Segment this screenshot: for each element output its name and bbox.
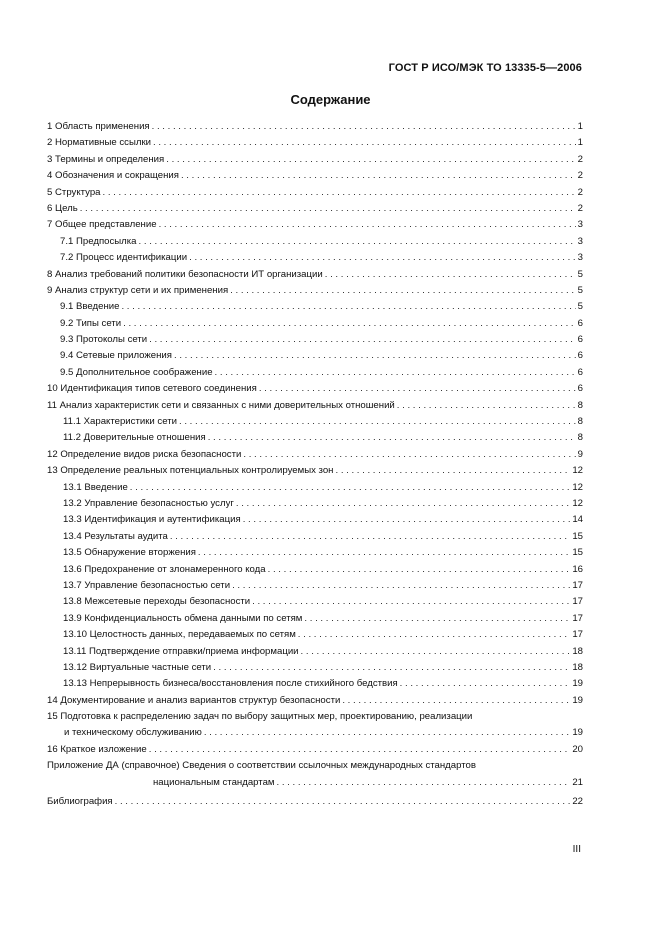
toc-entry-bibliography[interactable] — [47, 794, 583, 810]
toc-entry-page: 15 — [572, 530, 583, 542]
toc-entry[interactable] — [47, 234, 583, 250]
leader-dots — [298, 627, 571, 643]
leader-dots — [268, 562, 571, 578]
toc-entry-page: 12 — [572, 497, 583, 509]
leader-dots — [277, 775, 571, 791]
toc-entry-page: 8 — [577, 399, 583, 411]
toc-entry[interactable] — [47, 627, 583, 643]
leader-dots — [189, 250, 576, 266]
toc-entry-label: 13.4 Результаты аудита — [63, 530, 168, 542]
leader-dots — [213, 660, 570, 676]
toc-entry-page: 16 — [572, 563, 583, 575]
toc-entry-label: 13.13 Непрерывность бизнеса/восстановления после стихийного бедствия — [63, 678, 398, 690]
toc-entry-label: 7.2 Процесс идентификации — [60, 252, 188, 264]
toc-entry-15-line2: и техническому обслуживанию — [64, 727, 202, 739]
leader-dots — [179, 414, 576, 430]
leader-dots — [115, 794, 571, 810]
toc-entry[interactable] — [47, 545, 583, 561]
toc-entry-label: 11 Анализ характеристик сети и связанных с ними доверительных отношений — [47, 399, 395, 411]
toc-entry-page: 6 — [577, 366, 583, 378]
leader-dots — [301, 644, 571, 660]
leader-dots — [335, 463, 570, 479]
toc-entry-16-page: 20 — [572, 743, 583, 755]
toc-entry[interactable] — [47, 480, 583, 496]
toc-entry-label: 12 Определение видов риска безопасности — [47, 448, 242, 460]
toc-entry-page: 15 — [572, 547, 583, 559]
leader-dots — [342, 693, 570, 709]
bibliography-label: Библиография — [47, 796, 113, 808]
toc-entry[interactable] — [47, 250, 583, 266]
toc-entry[interactable] — [47, 496, 583, 512]
toc-entry-page: 2 — [577, 202, 583, 214]
toc-entry-page: 12 — [572, 481, 583, 493]
appendix-line2: национальным стандартам — [153, 776, 275, 788]
toc-entry-label: 3 Термины и определения — [47, 153, 165, 165]
toc-entry-label: 13.1 Введение — [63, 481, 128, 493]
toc-entry[interactable] — [47, 529, 583, 545]
leader-dots — [232, 578, 570, 594]
leader-dots — [174, 348, 576, 364]
toc-entry-label: 13.3 Идентификация и аутентификация — [63, 514, 241, 526]
toc-entry-label: 13.12 Виртуальные частные сети — [63, 661, 212, 673]
toc-entry-label: 8 Анализ требований политики безопасности ИТ организации — [47, 268, 323, 280]
toc-entry-page: 2 — [577, 186, 583, 198]
toc-entry-16[interactable] — [47, 742, 583, 758]
toc-entry[interactable] — [47, 644, 583, 660]
toc-entry-page: 8 — [577, 416, 583, 428]
appendix-line1: Приложение ДА (справочное) Сведения о соответствии ссылочных международных стандартов — [47, 760, 476, 772]
toc-entry-15-line1: 15 Подготовка к распределению задач по выбору защитных мер, проектированию, реализации — [47, 711, 473, 723]
toc-entry-page: 6 — [577, 317, 583, 329]
toc-entry-label: 10 Идентификация типов сетевого соединения — [47, 383, 257, 395]
leader-dots — [181, 168, 576, 184]
appendix-page: 21 — [572, 776, 583, 788]
toc-entry-label: 11.2 Доверительные отношения — [63, 432, 206, 444]
toc-entry[interactable] — [47, 447, 583, 463]
toc-entry-page: 5 — [577, 284, 583, 296]
toc-rows — [47, 119, 583, 709]
page-number: III — [572, 844, 581, 855]
leader-dots — [400, 676, 571, 692]
leader-dots — [259, 381, 576, 397]
leader-dots — [208, 430, 576, 446]
toc-entry[interactable] — [47, 562, 583, 578]
toc-entry-15-page: 19 — [572, 727, 583, 739]
toc-entry-label: 13.7 Управление безопасностью сети — [63, 579, 231, 591]
toc-entry-page: 6 — [577, 383, 583, 395]
toc-entry-appendix[interactable] — [47, 758, 583, 791]
table-of-contents — [47, 119, 583, 810]
toc-entry-label: 11.1 Характеристики сети — [63, 416, 177, 428]
toc-entry-label: 7.1 Предпосылка — [60, 235, 137, 247]
leader-dots — [198, 545, 570, 561]
leader-dots — [215, 365, 576, 381]
leader-dots — [204, 725, 571, 741]
page-title: Содержание — [290, 92, 371, 107]
toc-entry[interactable] — [47, 693, 583, 709]
toc-entry-label: 14 Документирование и анализ вариантов структур безопасности — [47, 694, 341, 706]
toc-entry-label: 6 Цель — [47, 202, 78, 214]
leader-dots — [243, 447, 575, 463]
toc-entry-label: 13.11 Подтверждение отправки/приема информации — [63, 645, 299, 657]
toc-entry-label: 13.6 Предохранение от злонамеренного кода — [63, 563, 266, 575]
toc-entry-page: 2 — [577, 170, 583, 182]
leader-dots — [153, 135, 576, 151]
toc-entry-label: 9.1 Введение — [60, 301, 120, 313]
toc-entry-16-label: 16 Краткое изложение — [47, 743, 147, 755]
toc-entry[interactable] — [47, 512, 583, 528]
leader-dots — [243, 512, 571, 528]
toc-entry-page: 1 — [577, 121, 583, 132]
toc-entry[interactable] — [47, 463, 583, 479]
toc-entry[interactable] — [47, 398, 583, 414]
toc-entry[interactable] — [47, 168, 583, 184]
toc-entry[interactable] — [47, 594, 583, 610]
leader-dots — [236, 496, 570, 512]
toc-entry-page: 18 — [572, 645, 583, 657]
toc-entry-page: 6 — [577, 334, 583, 346]
leader-dots — [304, 611, 570, 627]
toc-entry-label: 9 Анализ структур сети и их применения — [47, 284, 229, 296]
toc-entry[interactable] — [47, 316, 583, 332]
toc-entry-page: 2 — [577, 153, 583, 165]
toc-entry[interactable] — [47, 152, 583, 168]
toc-entry-page: 6 — [577, 350, 583, 362]
leader-dots — [149, 332, 576, 348]
leader-dots — [325, 267, 576, 283]
toc-entry-page: 3 — [577, 252, 583, 264]
toc-entry-label: 9.5 Дополнительное соображение — [60, 366, 213, 378]
leader-dots — [149, 742, 571, 758]
toc-entry-label: 5 Структура — [47, 186, 101, 198]
toc-entry-page: 9 — [577, 448, 583, 460]
toc-entry-label: 13.9 Конфиденциальность обмена данными по сетям — [63, 612, 303, 624]
leader-dots — [139, 234, 576, 250]
bibliography-page: 22 — [572, 796, 583, 808]
leader-dots — [130, 480, 571, 496]
leader-dots — [230, 283, 576, 299]
toc-entry-label: 9.3 Протоколы сети — [60, 334, 148, 346]
toc-entry-page: 17 — [572, 579, 583, 591]
toc-entry-page: 12 — [572, 465, 583, 477]
toc-entry[interactable] — [47, 381, 583, 397]
toc-entry-page: 17 — [572, 612, 583, 624]
toc-entry-page: 1 — [577, 137, 583, 149]
toc-entry-label: 13.2 Управление безопасностью услуг — [63, 497, 234, 509]
toc-entry[interactable] — [47, 299, 583, 315]
toc-entry-page: 17 — [572, 596, 583, 608]
toc-entry[interactable] — [47, 414, 583, 430]
document-header: ГОСТ Р ИСО/МЭК ТО 13335-5—2006 — [388, 62, 582, 74]
toc-entry-label: 1 Область применения — [47, 121, 150, 132]
toc-entry[interactable] — [47, 135, 583, 151]
leader-dots — [121, 299, 575, 315]
toc-entry[interactable] — [47, 611, 583, 627]
toc-entry-page: 19 — [572, 678, 583, 690]
toc-entry-label: 13.10 Целостность данных, передаваемых по сетям — [63, 629, 296, 641]
leader-dots — [166, 152, 575, 168]
toc-entry-page: 5 — [577, 301, 583, 313]
toc-entry[interactable] — [47, 365, 583, 381]
toc-entry[interactable] — [47, 119, 583, 135]
toc-entry-15[interactable] — [47, 709, 583, 742]
toc-entry-page: 14 — [572, 514, 583, 526]
toc-entry-label: 7 Общее представление — [47, 219, 157, 231]
toc-entry[interactable] — [47, 578, 583, 594]
toc-entry[interactable] — [47, 660, 583, 676]
toc-entry-label: 13 Определение реальных потенциальных контролируемых зон — [47, 465, 334, 477]
toc-entry-label: 13.8 Межсетевые переходы безопасности — [63, 596, 251, 608]
leader-dots — [80, 201, 576, 217]
leader-dots — [123, 316, 576, 332]
leader-dots — [152, 119, 576, 135]
toc-entry[interactable] — [47, 267, 583, 283]
toc-entry-label: 9.2 Типы сети — [60, 317, 122, 329]
toc-entry-page: 18 — [572, 661, 583, 673]
leader-dots — [397, 398, 576, 414]
toc-entry-page: 8 — [577, 432, 583, 444]
toc-entry-label: 2 Нормативные ссылки — [47, 137, 152, 149]
toc-entry[interactable] — [47, 201, 583, 217]
toc-entry-page: 17 — [572, 629, 583, 641]
toc-entry[interactable] — [47, 217, 583, 233]
toc-entry-label: 4 Обозначения и сокращения — [47, 170, 179, 182]
toc-entry[interactable] — [47, 348, 583, 364]
toc-entry-label: 13.5 Обнаружение вторжения — [63, 547, 196, 559]
toc-entry-page: 3 — [577, 219, 583, 231]
toc-entry-page: 19 — [572, 694, 583, 706]
toc-entry-page: 5 — [577, 268, 583, 280]
leader-dots — [159, 217, 576, 233]
toc-entry[interactable] — [47, 430, 583, 446]
toc-entry[interactable] — [47, 185, 583, 201]
toc-entry-page: 3 — [577, 235, 583, 247]
toc-entry[interactable] — [47, 332, 583, 348]
toc-entry-label: 9.4 Сетевые приложения — [60, 350, 172, 362]
toc-entry[interactable] — [47, 283, 583, 299]
leader-dots — [252, 594, 570, 610]
leader-dots — [103, 185, 576, 201]
toc-entry[interactable] — [47, 676, 583, 692]
leader-dots — [170, 529, 571, 545]
